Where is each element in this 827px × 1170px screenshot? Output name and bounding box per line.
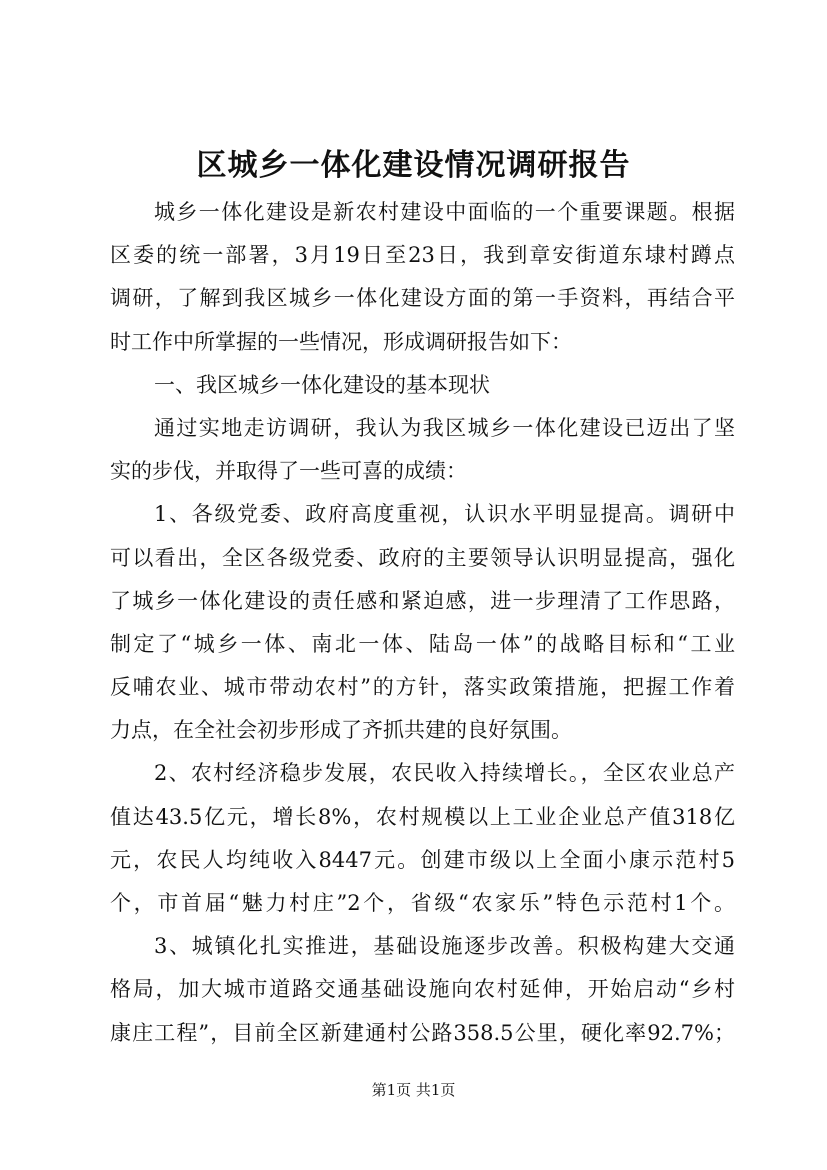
body-line: 2、农村经济稳步发展，农民收入持续增长。，全区农业总产 [154,761,735,786]
body-line: 调研，了解到我区城乡一体化建设方面的第一手资料，再结合平 [110,286,735,311]
page-footer [0,1080,827,1100]
body-line: 城乡一体化建设是新农村建设中面临的一个重要课题。根据 [154,200,735,224]
body-line: 格局，加大城市道路交通基础设施向农村延伸，开始启动“乡村 [110,977,735,1002]
body-line: 3、城镇化扎实推进，基础设施逐步改善。积极构建大交通 [154,934,735,959]
body-line: 时工作中所掌握的一些情况，形成调研报告如下： [110,329,572,354]
body-line: 康庄工程”，目前全区新建通村公路358.5公里，硬化率92.7%； [110,1020,735,1045]
body-line: 个，市首届“魅力村庄”2个，省级“农家乐”特色示范村1个。 [110,891,735,915]
document-title: 区城乡一体化建设情况调研报告 [196,148,631,183]
body-line: 力点，在全社会初步形成了齐抓共建的良好氛围。 [110,718,572,743]
body-line: 区委的统一部署，3月19日至23日，我到章安街道东埭村蹲点 [110,243,735,268]
body-line: 实的步伐，并取得了一些可喜的成绩： [110,459,467,484]
body-line: 反哺农业、城市带动农村”的方针，落实政策措施，把握工作着 [110,675,735,700]
body-line: 了城乡一体化建设的责任感和紧迫感，进一步理清了工作思路， [110,588,735,613]
section-heading: 一、我区城乡一体化建设的基本现状 [154,372,490,397]
body-line: 制定了“城乡一体、南北一体、陆岛一体”的战略目标和“工业 [110,631,735,656]
body-line: 通过实地走访调研，我认为我区城乡一体化建设已迈出了坚 [154,415,735,440]
document-body [110,191,735,1055]
body-line: 可以看出，全区各级党委、政府的主要领导认识明显提高，强化 [110,545,735,570]
page-number-label: 第1页 共1页 [371,1081,456,1099]
body-line: 值达43.5亿元，增长8%，农村规模以上工业企业总产值318亿 [110,804,735,829]
body-line: 1、各级党委、政府高度重视，认识水平明显提高。调研中 [154,502,735,527]
body-line: 元，农民人均纯收入8447元。创建市级以上全面小康示范村5 [110,847,735,872]
